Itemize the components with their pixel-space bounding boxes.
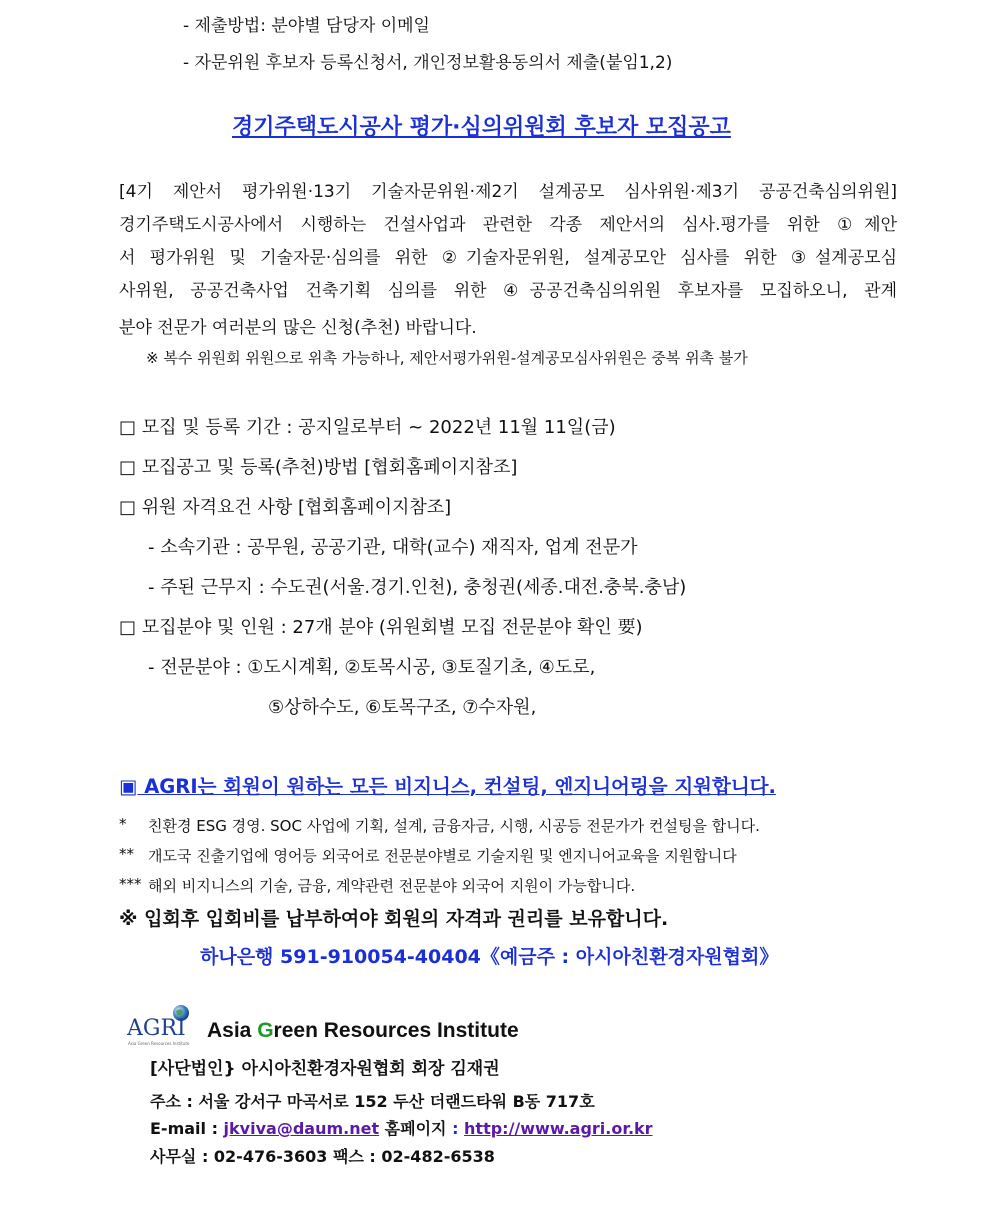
submission-method: - 제출방법: 분야별 담당자 이메일 xyxy=(183,16,430,36)
bullet-mark: ** xyxy=(119,845,134,863)
bullet-1 xyxy=(119,815,760,835)
intro-line-4: 사위원, 공공건축사업 건축기획 심의를 위한 ④공공건축심의위원 후보자를 모집하오니, 관계 xyxy=(119,281,897,301)
affiliation: - 소속기관 : 공무원, 공공기관, 대학(교수) 재직자, 업계 전문가 xyxy=(148,537,638,558)
bullet-mark: *** xyxy=(119,875,142,893)
brand-post: reen Resources Institute xyxy=(273,1019,519,1042)
brand-green-letter: G xyxy=(257,1019,274,1042)
bullet-3 xyxy=(119,875,636,895)
workplace: - 주된 근무지 : 수도권(서울.경기.인천), 충청권(세종.대전.충북.충남) xyxy=(148,577,687,598)
address: 주소 : 서울 강서구 마곡서로 152 두산 더랜드타워 B동 717호 xyxy=(150,1092,595,1111)
brand-pre: Asia xyxy=(207,1019,258,1042)
agri-logo xyxy=(127,1004,197,1048)
phone-fax: 사무실 : 02-476-3603 팩스 : 02-482-6538 xyxy=(150,1147,495,1166)
membership-note: ※ 입회후 입회비를 납부하여야 회원의 자격과 권리를 보유합니다. xyxy=(119,908,669,930)
bullet-text: 개도국 진출기업에 영어등 외국어로 전문분야별로 기술지원 및 엔지니어교육을 지원합니다 xyxy=(148,847,737,865)
bank-account: 하나은행 591-910054-40404《예금주 : 아시아친환경자원협회》 xyxy=(200,946,779,968)
intro-note: ※ 복수 위원회 위원으로 위촉 가능하나, 제안서평가위원-설계공모심사위원은 중복 위촉 불가 xyxy=(146,349,748,367)
homepage-link[interactable]: http://www.agri.or.kr xyxy=(464,1119,653,1138)
bullet-text: 해외 비지니스의 기술, 금융, 계약관련 전문분야 외국어 지원이 가능합니다. xyxy=(148,877,636,895)
qualification: □ 위원 자격요건 사항 [협회홈페이지참조] xyxy=(119,497,452,518)
recruit-fields: □ 모집분야 및 인원 : 27개 분야 (위원회별 모집 전문분야 확인 要) xyxy=(119,617,643,638)
agri-headline: ▣ AGRI는 회원이 원하는 모든 비지니스, 컨설팅, 엔지니어링을 지원합니다. xyxy=(119,775,776,798)
intro-line-1: [4기 제안서 평가위원·13기 기술자문위원·제2기 설계공모 심사위원·제3기 공공건축심의위원] xyxy=(119,182,897,202)
email-label: E-mail : xyxy=(150,1119,224,1138)
bullet-2 xyxy=(119,845,737,865)
specialty-line-1: - 전문분야 : ①도시계획, ②토목시공, ③토질기초, ④도로, xyxy=(148,657,596,678)
logo-text: AGRI xyxy=(127,1016,186,1041)
homepage-colon: : xyxy=(452,1119,465,1138)
specialty-line-2: ⑤상하수도, ⑥토목구조, ⑦수자원, xyxy=(268,697,537,718)
intro-line-5: 분야 전문가 여러분의 많은 신청(추천) 바랍니다. xyxy=(119,318,477,338)
intro-line-2: 경기주택도시공사에서 시행하는 건설사업과 관련한 각종 제안서의 심사.평가를 위한 ①제안 xyxy=(119,215,897,235)
recruit-method: □ 모집공고 및 등록(추천)방법 [협회홈페이지참조] xyxy=(119,457,518,478)
brand-name xyxy=(207,1019,519,1043)
recruit-period: □ 모집 및 등록 기간 : 공지일로부터 ~ 2022년 11월 11일(금) xyxy=(119,417,616,438)
org-line: [사단법인} 아시아친환경자원협회 회장 김재권 xyxy=(150,1059,500,1079)
logo-subtitle: Asia Green Resources Institute xyxy=(128,1041,190,1046)
bullet-text: 친환경 ESG 경영. SOC 사업에 기획, 설계, 금융자금, 시행, 시공등 전문가가 컨설팅을 합니다. xyxy=(148,817,760,835)
page-title: 경기주택도시공사 평가·심의위원회 후보자 모집공고 xyxy=(232,115,731,140)
submission-documents: - 자문위원 후보자 등록신청서, 개인정보활용동의서 제출(붙임1,2) xyxy=(183,53,673,73)
email-link[interactable]: jkviva@daum.net xyxy=(223,1119,380,1138)
bullet-mark: * xyxy=(119,815,127,833)
contact-line xyxy=(150,1116,653,1139)
intro-line-3: 서 평가위원 및 기술자문·심의를 위한 ②기술자문위원, 설계공모안 심사를 위한 ③설계공모심 xyxy=(119,248,897,268)
homepage-label: 홈페이지 xyxy=(379,1119,453,1138)
